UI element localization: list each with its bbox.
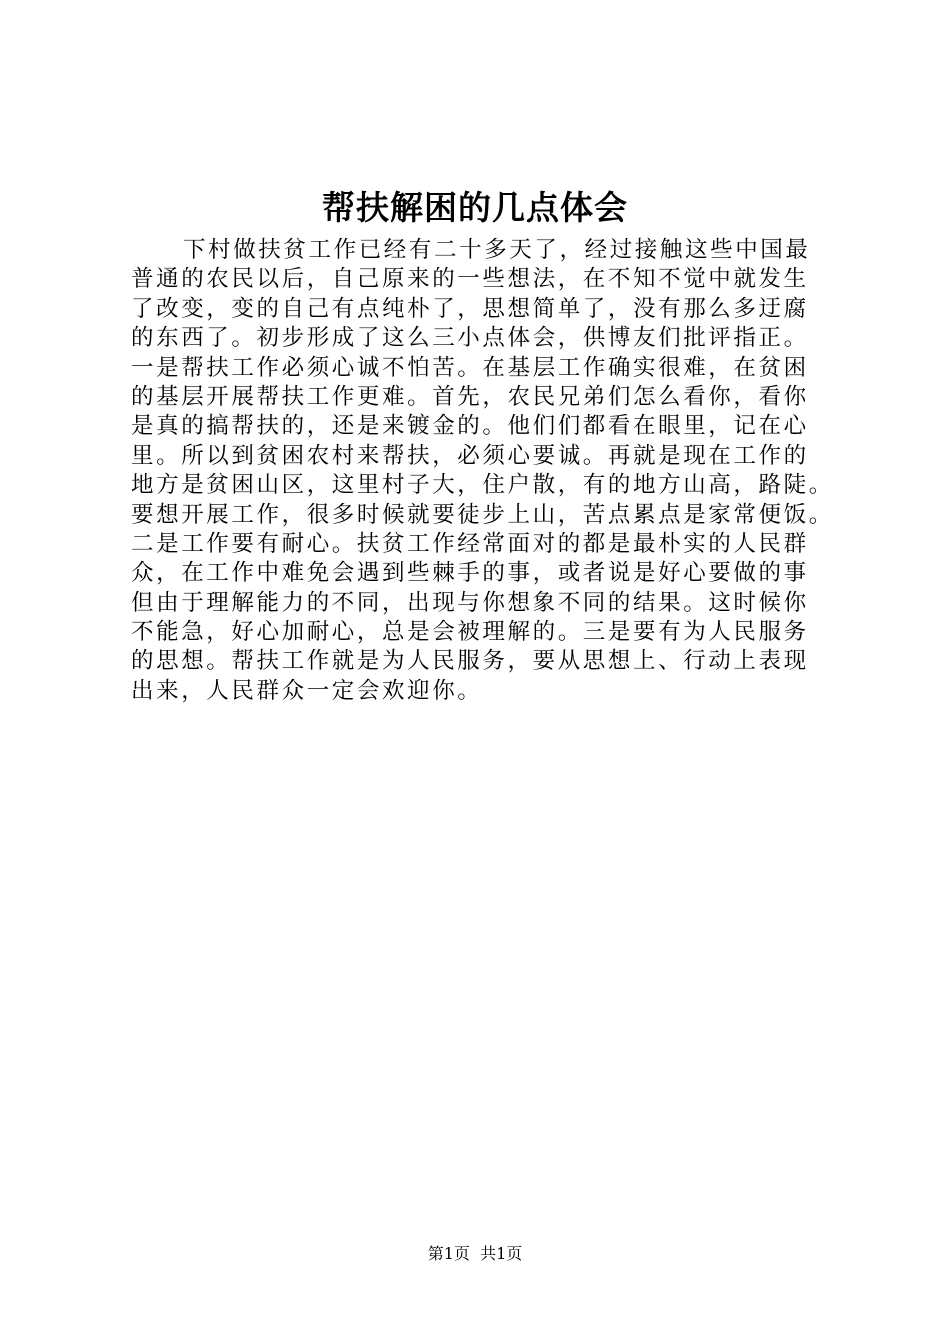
body-line: 是真的搞帮扶的，还是来镀金的。他们们都看在眼里，记在心 xyxy=(131,413,809,440)
body-line: 的东西了。初步形成了这么三小点体会，供博友们批评指正。 xyxy=(131,325,809,352)
document-body xyxy=(131,236,851,706)
body-line: 里。所以到贫困农村来帮扶，必须心要诚。再就是现在工作的 xyxy=(131,442,809,469)
body-line: 二是工作要有耐心。扶贫工作经常面对的都是最朴实的人民群 xyxy=(131,530,809,557)
body-line: 下村做扶贫工作已经有二十多天了，经过接触这些中国最 xyxy=(183,237,811,263)
body-line: 出来，人民群众一定会欢迎你。 xyxy=(131,677,483,704)
body-line: 的基层开展帮扶工作更难。首先，农民兄弟们怎么看你，看你 xyxy=(131,383,809,410)
body-line: 一是帮扶工作必须心诚不怕苦。在基层工作确实很难，在贫困 xyxy=(131,354,809,381)
body-line: 的思想。帮扶工作就是为人民服务，要从思想上、行动上表现 xyxy=(131,648,809,675)
body-line: 要想开展工作，很多时候就要徒步上山，苦点累点是家常便饭。 xyxy=(131,501,834,528)
body-line: 但由于理解能力的不同，出现与你想象不同的结果。这时候你 xyxy=(131,589,809,616)
body-line: 不能急，好心加耐心，总是会被理解的。三是要有为人民服务 xyxy=(131,619,809,646)
body-line: 了改变，变的自己有点纯朴了，思想简单了，没有那么多迂腐 xyxy=(131,295,809,322)
body-line: 众，在工作中难免会遇到些棘手的事，或者说是好心要做的事 xyxy=(131,560,809,587)
body-line: 普通的农民以后，自己原来的一些想法，在不知不觉中就发生 xyxy=(131,266,809,293)
body-line: 地方是贫困山区，这里村子大，住户散，有的地方山高，路陡。 xyxy=(131,472,834,499)
page-footer: 第1页 共1页 xyxy=(427,1244,523,1263)
document-title: 帮扶解困的几点体会 xyxy=(322,188,628,227)
